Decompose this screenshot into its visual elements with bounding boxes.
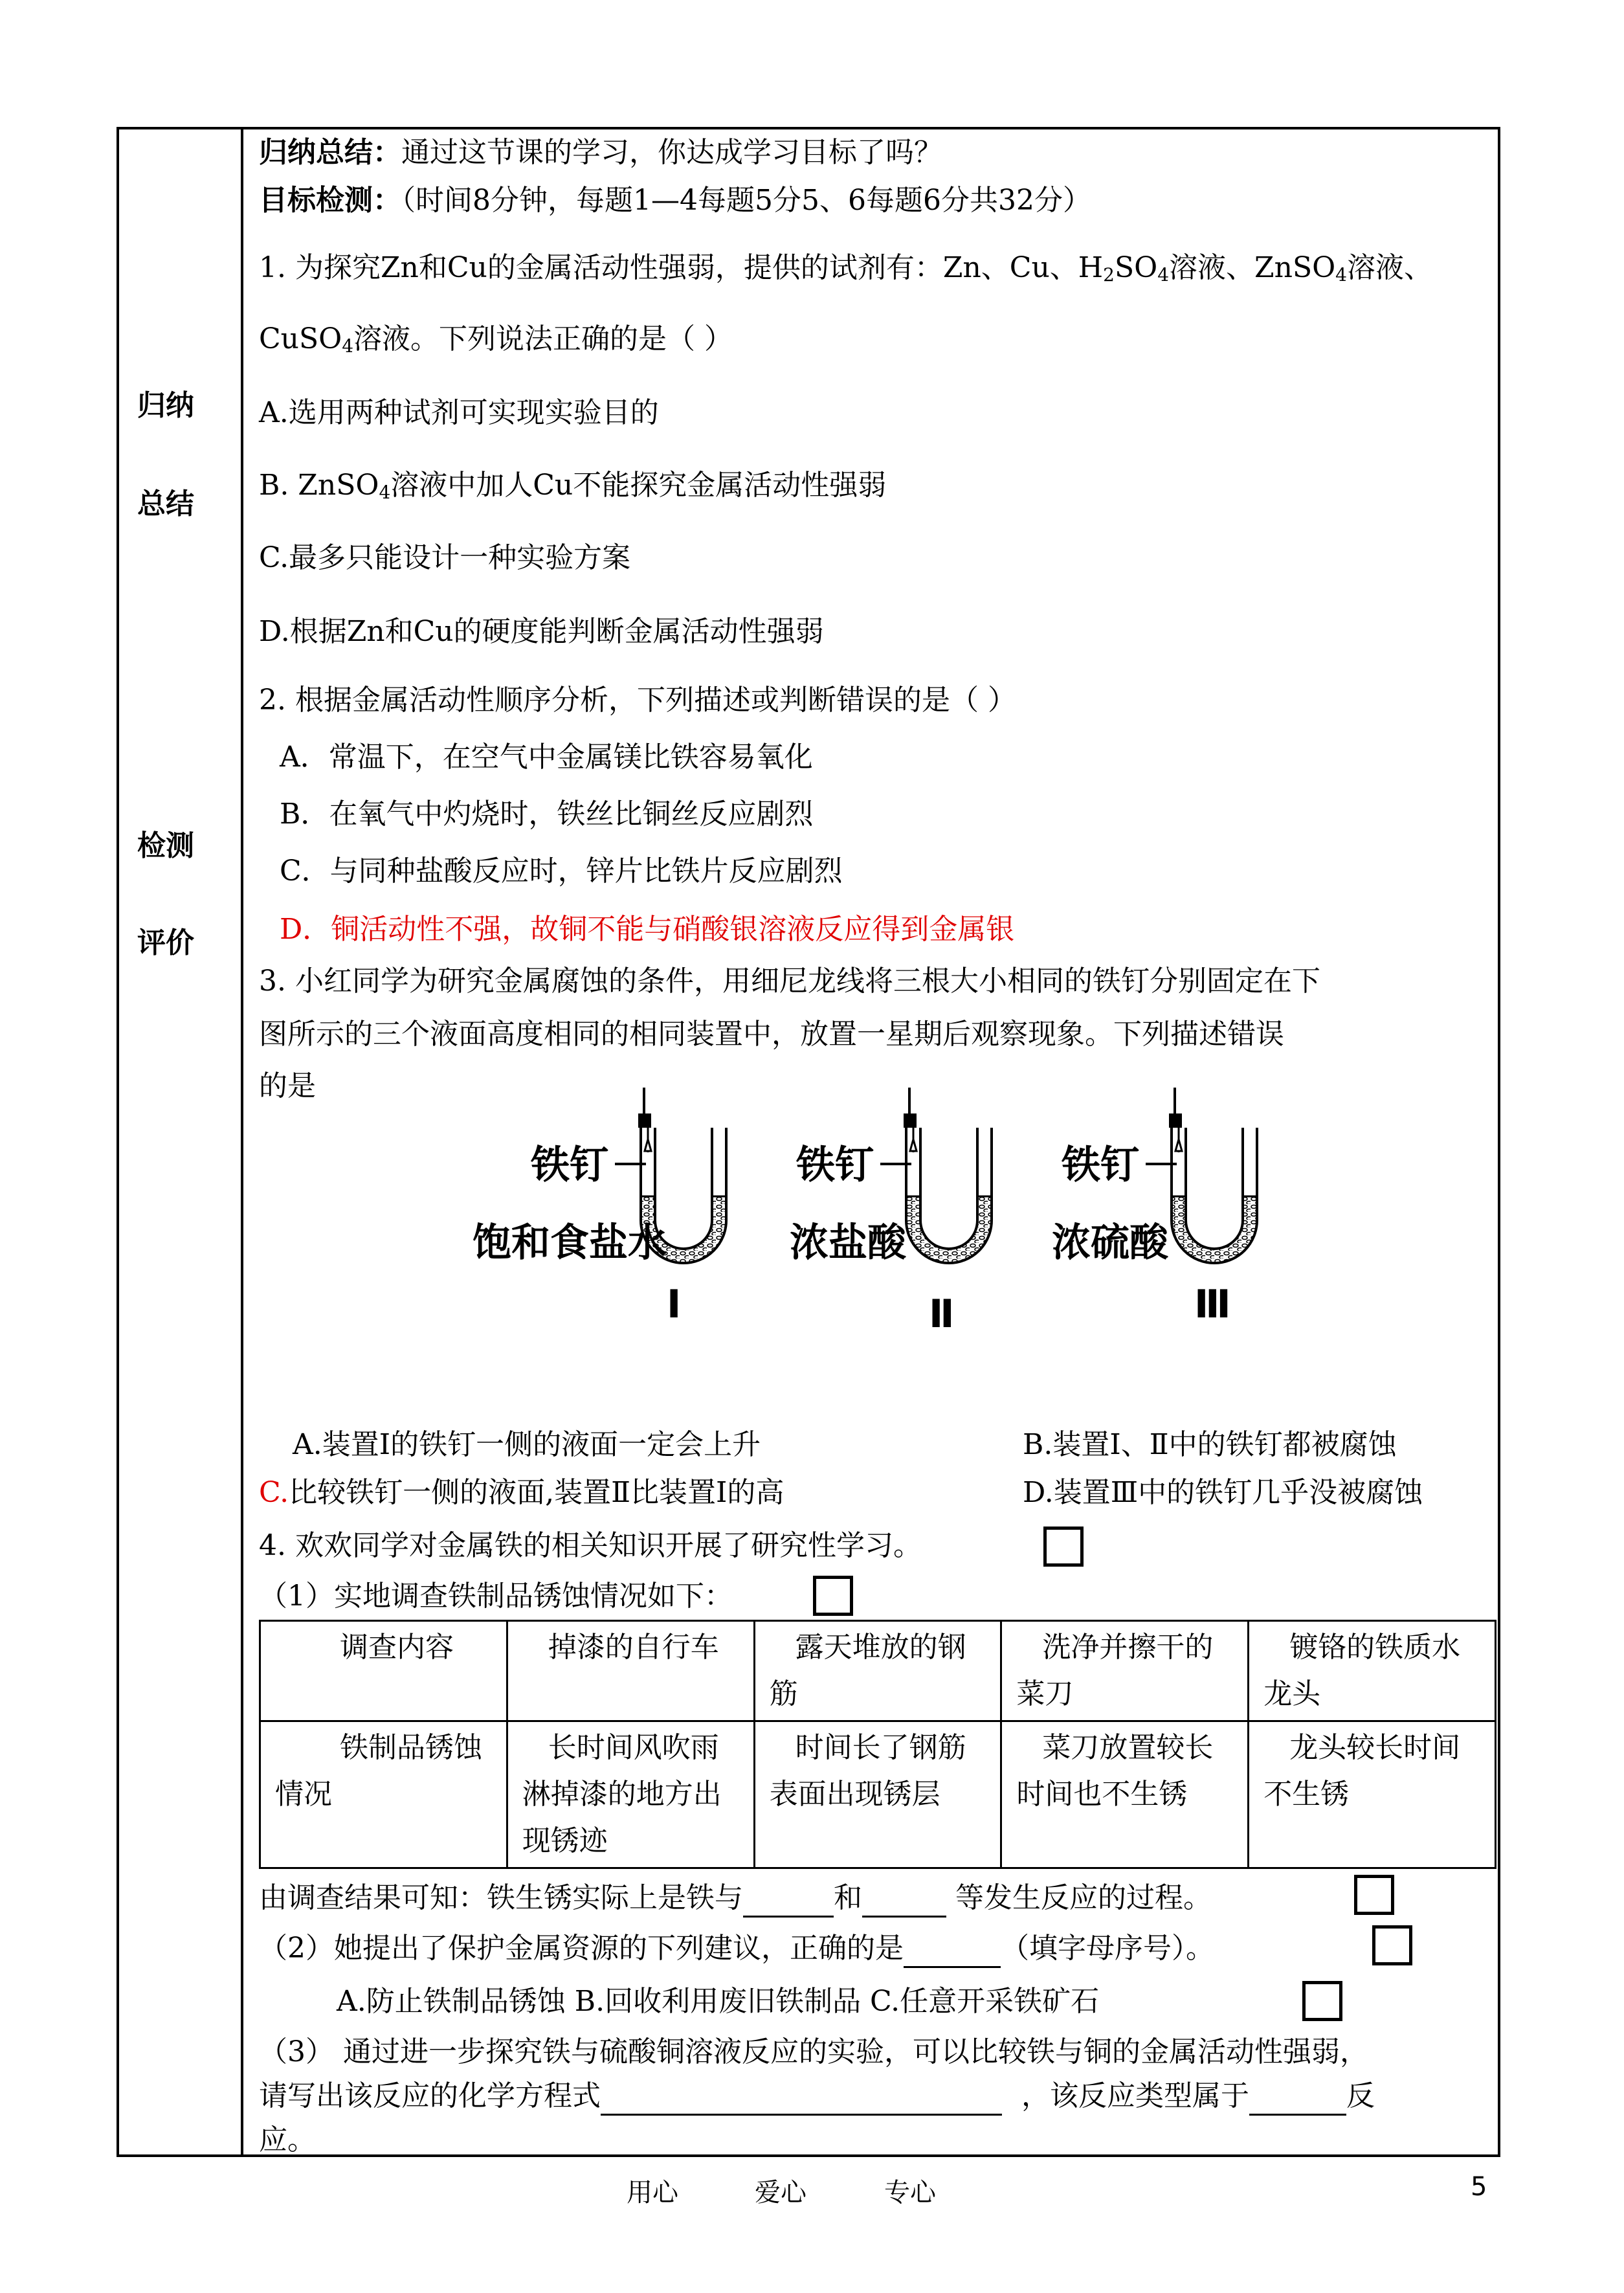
numeral-3: Ⅲ bbox=[1194, 1282, 1231, 1327]
q2-stem: 2. 根据金属活动性顺序分析，下列描述或判断错误的是（ ） bbox=[259, 684, 1016, 717]
q4-text: （填字母序号）。 bbox=[1001, 1932, 1214, 1965]
q4-part3-line2 bbox=[259, 2079, 1375, 2116]
q4-result bbox=[259, 1881, 1212, 1918]
score-box[interactable] bbox=[1043, 1527, 1084, 1567]
subscript: 4 bbox=[1335, 264, 1347, 285]
apparatus-1 bbox=[473, 1088, 726, 1327]
q1-text: 溶液、 bbox=[1347, 251, 1432, 284]
footer-motto: 用心 bbox=[627, 2178, 678, 2208]
q4-part3-line1: （3） 通过进一步探究铁与硫酸铜溶液反应的实验，可以比较铁与铜的金属活动性强弱， bbox=[259, 2035, 1368, 2068]
nail-label: 铁钉 bbox=[531, 1143, 608, 1188]
q3-stem-line3: 的是 bbox=[259, 1069, 316, 1102]
score-box[interactable] bbox=[1372, 1925, 1412, 1965]
table-cell: 菜刀放置较长时间也不生锈 bbox=[1001, 1721, 1249, 1868]
q1-text: 溶液中加人Cu不能探究金属活动性强弱 bbox=[390, 469, 887, 502]
q1-stem-line2 bbox=[259, 322, 733, 357]
q1-option-d: D.根据Zn和Cu的硬度能判断金属活动性强弱 bbox=[259, 615, 824, 648]
q4-part2 bbox=[259, 1932, 1214, 1968]
left-column bbox=[117, 127, 243, 2157]
q1-option-a: A.选用两种试剂可实现实验目的 bbox=[259, 396, 659, 429]
q4-text: 和 bbox=[834, 1881, 862, 1914]
answer-blank[interactable] bbox=[743, 1881, 834, 1918]
q1-text: 溶液。下列说法正确的是（ ） bbox=[353, 322, 733, 355]
answer-blank[interactable] bbox=[904, 1932, 1001, 1968]
survey-table bbox=[259, 1620, 1496, 1869]
q3-option-d: D.装置Ⅲ中的铁钉几乎没被腐蚀 bbox=[1023, 1476, 1423, 1509]
u-tube-figure bbox=[453, 1088, 1295, 1347]
footer-motto: 爱心 bbox=[755, 2178, 806, 2208]
q2-option-d: D．铜活动性不强，故铜不能与硝酸银溶液反应得到金属银 bbox=[280, 913, 1015, 946]
table-row bbox=[260, 1621, 1496, 1721]
q1-text: 1. 为探究Zn和Cu的金属活动性强弱，提供的试剂有：Zn、Cu、H bbox=[259, 251, 1104, 284]
liquid-label-1: 饱和食盐水 bbox=[473, 1220, 667, 1266]
nail-label: 铁钉 bbox=[796, 1143, 874, 1188]
q1-text: B. ZnSO bbox=[259, 469, 379, 502]
q3-option-c bbox=[259, 1476, 784, 1510]
q3-stem-line1: 3. 小红同学为研究金属腐蚀的条件，用细尼龙线将三根大小相同的铁钉分别固定在下 bbox=[259, 965, 1320, 998]
side-label: 总结 bbox=[137, 487, 194, 520]
table-cell: 露天堆放的钢筋 bbox=[754, 1621, 1001, 1721]
side-label: 归纳 bbox=[137, 389, 194, 422]
subscript: 4 bbox=[342, 335, 354, 357]
score-box[interactable] bbox=[813, 1576, 853, 1616]
liquid-label-2: 浓盐酸 bbox=[790, 1220, 906, 1266]
liquid-label-3: 浓硫酸 bbox=[1052, 1220, 1168, 1266]
table-cell: 龙头较长时间不生锈 bbox=[1249, 1721, 1496, 1868]
table-cell: 镀铬的铁质水龙头 bbox=[1249, 1621, 1496, 1721]
apparatus-2 bbox=[790, 1088, 992, 1337]
table-cell: 洗净并擦干的菜刀 bbox=[1001, 1621, 1249, 1721]
q3-option-b: B.装置Ⅰ、Ⅱ中的铁钉都被腐蚀 bbox=[1023, 1428, 1397, 1461]
score-box[interactable] bbox=[1354, 1875, 1394, 1915]
subscript: 2 bbox=[1103, 264, 1115, 285]
table-cell: 长时间风吹雨淋掉漆的地方出现锈迹 bbox=[507, 1721, 754, 1868]
apparatus-3 bbox=[1052, 1088, 1257, 1327]
q3-stem-line2: 图所示的三个液面高度相同的相同装置中，放置一星期后观察现象。下列描述错误 bbox=[259, 1018, 1284, 1051]
q4-text: 反 bbox=[1346, 2079, 1375, 2112]
q1-text: CuSO bbox=[259, 322, 342, 355]
q1-text: 溶液、ZnSO bbox=[1169, 251, 1336, 284]
side-label: 检测 bbox=[137, 829, 194, 862]
q2-option-a: A．常温下，在空气中金属镁比铁容易氧化 bbox=[280, 741, 813, 774]
table-cell: 铁制品锈蚀情况 bbox=[260, 1721, 507, 1868]
table-row bbox=[260, 1721, 1496, 1868]
q2-option-b: B．在氧气中灼烧时，铁丝比铜丝反应剧烈 bbox=[280, 798, 814, 831]
numeral-1: Ⅰ bbox=[667, 1282, 682, 1327]
q4-text: （2）她提出了保护金属资源的下列建议，正确的是 bbox=[259, 1932, 904, 1965]
check-heading: 目标检测： bbox=[259, 184, 401, 217]
answer-blank[interactable] bbox=[862, 1881, 946, 1918]
q2-option-c: C．与同种盐酸反应时，锌片比铁片反应剧烈 bbox=[280, 855, 843, 888]
table-cell: 掉漆的自行车 bbox=[507, 1621, 754, 1721]
check-text: （时间8分钟，每题1—4每题5分5、6每题6分共32分） bbox=[401, 184, 1091, 217]
subscript: 4 bbox=[379, 482, 391, 503]
q4-text: 请写出该反应的化学方程式 bbox=[259, 2079, 601, 2112]
summary-text: 通过这节课的学习，你达成学习目标了吗？ bbox=[401, 136, 942, 169]
q4-stem: 4. 欢欢同学对金属铁的相关知识开展了研究性学习。 bbox=[259, 1529, 922, 1562]
side-label: 评价 bbox=[137, 926, 194, 959]
summary-line bbox=[259, 136, 942, 170]
score-box[interactable] bbox=[1302, 1981, 1342, 2021]
answer-blank[interactable] bbox=[1249, 2079, 1346, 2116]
numeral-2: Ⅱ bbox=[929, 1292, 955, 1337]
q3-option-c-letter: C. bbox=[259, 1476, 289, 1509]
table-cell: 时间长了钢筋表面出现锈层 bbox=[754, 1721, 1001, 1868]
subscript: 4 bbox=[1157, 264, 1170, 285]
q4-part1: （1）实地调查铁制品锈蚀情况如下： bbox=[259, 1580, 733, 1613]
nail-label: 铁钉 bbox=[1062, 1143, 1139, 1188]
answer-blank[interactable] bbox=[601, 2079, 1002, 2116]
q4-part2-options: A.防止铁制品锈蚀 B.回收利用废旧铁制品 C.任意开采铁矿石 bbox=[337, 1985, 1100, 2018]
q4-text: 等发生反应的过程。 bbox=[946, 1881, 1212, 1914]
q1-option-c: C.最多只能设计一种实验方案 bbox=[259, 541, 631, 574]
check-line bbox=[259, 184, 1091, 218]
q4-part3-line3: 应。 bbox=[259, 2123, 316, 2156]
q3-option-c-text: 比较铁钉一侧的液面,装置Ⅱ比装置Ⅰ的高 bbox=[289, 1476, 784, 1509]
page-number: 5 bbox=[1471, 2172, 1487, 2202]
q1-text: SO bbox=[1115, 251, 1158, 284]
table-cell: 调查内容 bbox=[260, 1621, 507, 1721]
q4-text: ，该反应类型属于 bbox=[1021, 2079, 1249, 2112]
summary-heading: 归纳总结： bbox=[259, 136, 401, 169]
q1-option-b bbox=[259, 469, 886, 504]
q3-option-a: A.装置Ⅰ的铁钉一侧的液面一定会上升 bbox=[293, 1428, 761, 1461]
q1-stem-line1 bbox=[259, 251, 1432, 286]
footer-motto: 专心 bbox=[884, 2178, 936, 2208]
q4-text: 由调查结果可知：铁生锈实际上是铁与 bbox=[259, 1881, 743, 1914]
